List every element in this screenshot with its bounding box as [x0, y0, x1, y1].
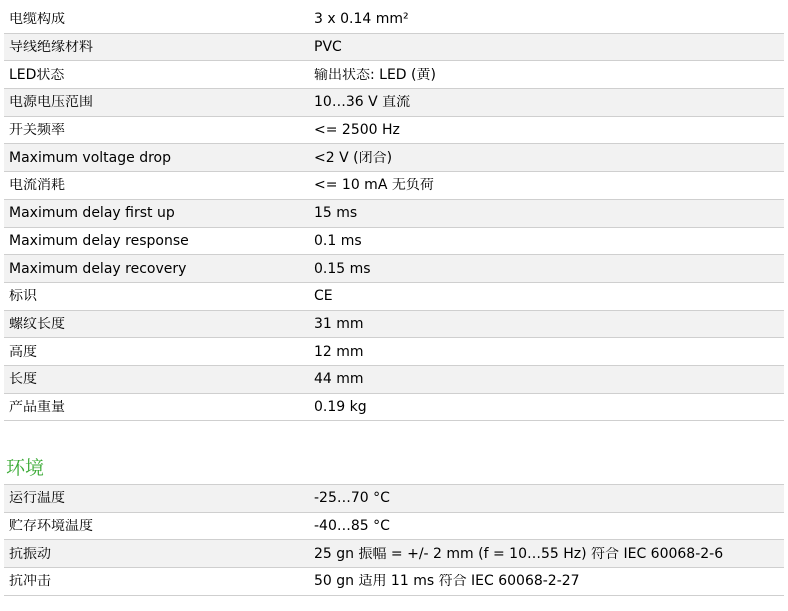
- environment-label: 运行温度: [9, 491, 65, 506]
- spec-row: [4, 283, 784, 311]
- environment-row: [4, 540, 784, 568]
- spec-table: [4, 6, 784, 421]
- spec-label: Maximum voltage drop: [9, 150, 171, 165]
- spec-label: LED状态: [9, 67, 65, 82]
- spec-label: 导线绝缘材料: [9, 40, 93, 55]
- spec-value: 输出状态: LED (黄): [314, 67, 436, 82]
- environment-row: [4, 513, 784, 541]
- spec-value: PVC: [314, 40, 342, 55]
- spec-label: 螺纹长度: [9, 316, 65, 331]
- spec-row: [4, 144, 784, 172]
- spec-value: CE: [314, 289, 333, 304]
- spec-row: [4, 34, 784, 62]
- environment-row: [4, 568, 784, 596]
- section-title-environment: 环境: [6, 457, 45, 479]
- spec-row: [4, 89, 784, 117]
- environment-value: -25…70 °C: [314, 491, 390, 506]
- spec-value: 12 mm: [314, 344, 364, 359]
- spec-row: [4, 61, 784, 89]
- spec-label: 开关频率: [9, 123, 65, 138]
- spec-value: 0.19 kg: [314, 399, 367, 414]
- spec-value: 0.1 ms: [314, 233, 362, 248]
- spec-row: [4, 172, 784, 200]
- spec-row: [4, 311, 784, 339]
- spec-row: [4, 6, 784, 34]
- spec-label: Maximum delay recovery: [9, 261, 187, 276]
- environment-label: 贮存环境温度: [9, 519, 93, 534]
- spec-row: [4, 255, 784, 283]
- spec-value: <= 2500 Hz: [314, 123, 400, 138]
- spec-value: 0.15 ms: [314, 261, 371, 276]
- spec-value: <2 V (闭合): [314, 150, 393, 165]
- spec-label: 高度: [9, 344, 37, 359]
- spec-value: 31 mm: [314, 316, 364, 331]
- environment-label: 抗冲击: [9, 574, 51, 589]
- spec-row: [4, 200, 784, 228]
- spec-row: [4, 338, 784, 366]
- spec-label: Maximum delay response: [9, 233, 189, 248]
- environment-value: 25 gn 振幅 = +/- 2 mm (f = 10…55 Hz) 符合 IEC 60068-2-6: [314, 546, 724, 561]
- spec-value: 10…36 V 直流: [314, 95, 411, 110]
- spec-label: 产品重量: [9, 399, 65, 414]
- spec-row: [4, 228, 784, 256]
- spec-label: 标识: [9, 289, 37, 304]
- spec-value: 44 mm: [314, 372, 364, 387]
- environment-value: -40…85 °C: [314, 519, 390, 534]
- environment-label: 抗振动: [9, 546, 51, 561]
- spec-row: [4, 366, 784, 394]
- spec-row: [4, 117, 784, 145]
- spec-value: <= 10 mA 无负荷: [314, 178, 434, 193]
- spec-value: 3 x 0.14 mm²: [314, 12, 409, 27]
- spec-value: 15 ms: [314, 206, 358, 221]
- environment-table: [4, 484, 784, 596]
- environment-value: 50 gn 适用 11 ms 符合 IEC 60068-2-27: [314, 574, 580, 589]
- spec-label: 电流消耗: [9, 178, 65, 193]
- spec-row: [4, 394, 784, 422]
- spec-label: 电源电压范围: [9, 95, 93, 110]
- spec-label: Maximum delay first up: [9, 206, 175, 221]
- environment-row: [4, 485, 784, 513]
- spec-label: 长度: [9, 372, 37, 387]
- spec-label: 电缆构成: [9, 12, 65, 27]
